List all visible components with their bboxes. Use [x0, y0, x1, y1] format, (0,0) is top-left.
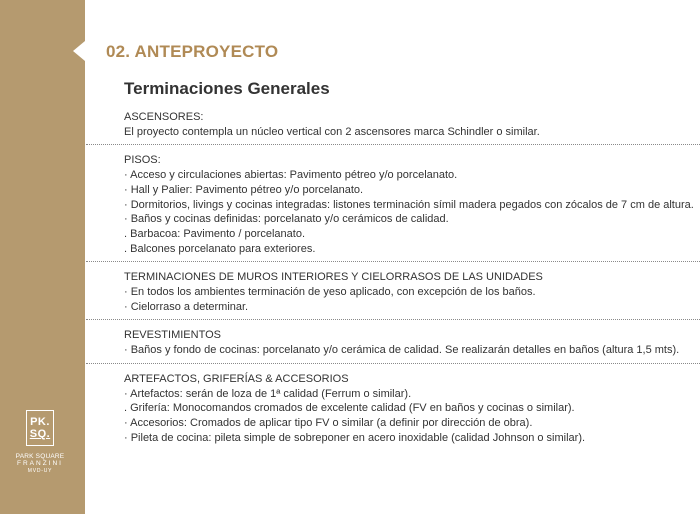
content: [124, 110, 700, 445]
section-line: · Baños y cocinas definidas: porcelanato y/o cerámicos de calidad.: [124, 213, 449, 226]
section-line: · Pileta de cocina: pileta simple de sobreponer en acero inoxidable (calidad Johnson o similar).: [124, 431, 586, 444]
section-line: · En todos los ambientes terminación de yeso aplicado, con excepción de los baños.: [124, 286, 536, 299]
section-line: · Accesorios: Cromados de aplicar tipo FV o similar (a definir por dirección de obra).: [124, 416, 533, 429]
section-line: · Hall y Palier: Pavimento pétreo y/o porcelanato.: [124, 183, 364, 196]
dotted-divider: [86, 261, 700, 262]
page-title: Terminaciones Generales: [124, 79, 330, 98]
section-heading: REVESTIMIENTOS: [124, 329, 221, 342]
brand-logo: [11, 410, 69, 492]
section-line: . Grifería: Monocomandos cromados de excelente calidad (FV en baños y cocinas o similar).: [124, 402, 575, 415]
brand-location: MVD-UY: [27, 468, 53, 474]
section-ascensores: [124, 110, 700, 139]
section-revestimientos: [124, 328, 700, 357]
logo-line-1: PK.: [30, 416, 50, 428]
brand-name: PARK SQUARE: [15, 453, 65, 460]
section-line: . Balcones porcelanato para exteriores.: [124, 242, 316, 255]
section-line: · Acceso y circulaciones abiertas: Pavimento pétreo y/o porcelanato.: [124, 169, 458, 182]
section-marker-notch: [73, 41, 85, 61]
logo-mark: [26, 410, 54, 446]
sidebar: [0, 0, 85, 514]
brand-subname: FRANZINI: [17, 460, 63, 467]
section-heading: TERMINACIONES DE MUROS INTERIORES Y CIELORRASOS DE LAS UNIDADES: [124, 271, 543, 284]
dotted-divider: [86, 319, 700, 320]
section-line: El proyecto contempla un núcleo vertical con 2 ascensores marca Schindler o similar.: [124, 125, 540, 138]
section-heading: ARTEFACTOS, GRIFERÍAS & ACCESORIOS: [124, 372, 349, 385]
section-line: · Artefactos: serán de loza de 1ª calidad (Ferrum o similar).: [124, 387, 412, 400]
section-line: · Cielorraso a determinar.: [124, 300, 249, 313]
section-line: · Baños y fondo de cocinas: porcelanato y/o cerámica de calidad. Se realizarán detalles en baños (altura 1,5 mts).: [124, 344, 680, 357]
section-artefactos: [124, 372, 700, 446]
dotted-divider: [86, 144, 700, 145]
section-terminaciones-muros: [124, 270, 700, 314]
section-line: . Barbacoa: Pavimento / porcelanato.: [124, 227, 305, 240]
section-heading: PISOS:: [124, 154, 161, 167]
section-pisos: [124, 153, 700, 256]
dotted-divider: [86, 363, 700, 364]
section-title: 02. ANTEPROYECTO: [106, 42, 279, 61]
logo-line-2: SQ.: [29, 428, 51, 440]
section-line: · Dormitorios, livings y cocinas integradas: listones terminación símil madera pegados con zócalos de 7 cm de altura.: [124, 198, 694, 211]
section-heading: ASCENSORES:: [124, 111, 204, 123]
